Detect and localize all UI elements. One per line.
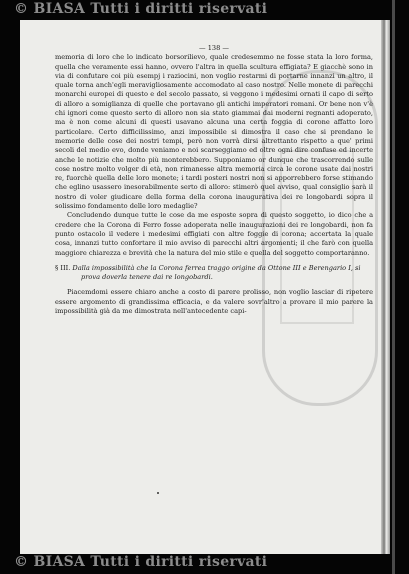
paragraph-1: memoria di loro che lo indicato borsorilievo, quale credesemmo ne fosse stata la loro forma, quella che veramente essi hanno, ovvero l'altra in quella scultura effigiata? E giacchè sono in via di confutare coi più esempj i raziocini, non voglio restarmi di portarne innanzi un altro, il quale torna anch'egli meravigliosamente accomodato al caso nostro. Nelle monete di parecchi monarchi europei di questo e del secolo passato, si veggono i medesimi ornati il capo di serto di alloro a somiglianza di quelle che portavano gli antichi imperatori romani. Or bene non v'è chi ignori come questo serto di alloro non sia stato giammai dai moderni regnanti adoperato, ma è non come alcuni di questi usavano alcuna una certa foggia di corone affatto loro particolare. Certo difficilissimo, anzi impossibile si dimostra il caso che si prendano le memorie delle cose dei nostri tempi, però non vorrà dirsi altrettanto rispetto a que' primi secoli del medio evo, donde veniamo e noi scarseggiamo ed oltre ogni dire confuse ed incerte anche le notizie che molto più monterebbero. Supponiamo or dunque che trascorrendo sulle cose nostre molto volger di età, non rimanesse altra memoria circa le corone usate dai nostri re, fuorchè quella delle loro monete; i tardi posteri nostri non si apporrebbero forse stimando che eglino usassero inesorabilmente serto di alloro: stimerò quel avviso, qual consiglio sarà il nostro di voler giudicare della forma della corona inaugurativa dei re longobardi sopra il solissimo fondamento delle loro medaglie? bbox=[55, 53, 373, 211]
watermark-bottom: © BIASA Tutti i diritti riservati bbox=[14, 554, 268, 570]
book-spine-line bbox=[392, 0, 395, 574]
section-title: Dalla impossibilità che la Corona ferrea traggo origine da Ottone III e Berengario I, si prova doverla tenere dai re longobardi. bbox=[72, 263, 361, 282]
page-text-column bbox=[55, 44, 373, 316]
paragraph-closing: Piacemdomi essere chiaro anche a costo di parere prolisso, non voglio lasciar di ripetere essere argomento di grandissima efficacia, e da valere sovr'altro a provare il mio parere la impossibilità già da me dimostrata nell'antecedente capi- bbox=[55, 288, 373, 316]
watermark-top: © BIASA Tutti i diritti riservati bbox=[14, 1, 268, 17]
section-heading bbox=[55, 264, 373, 283]
ink-speck bbox=[157, 492, 159, 494]
page-edge bbox=[381, 20, 390, 554]
page-number: — 138 — bbox=[199, 44, 229, 52]
paragraph-2: Concludendo dunque tutte le cose da me esposte sopra di questo soggetto, io dico che a credere che la Corona di Ferro fosse adoperata nelle inaugurazioni dei re longobardi, non fa punto ostacolo il vedere i medesimi effigiati con altre foggie di corona; accertata la quale cosa, innanzi tutto confortare il mio avviso di parecchi altri argomenti; il che farò con quella maggiore chiarezza e brevità che la natura del mio stile e quella del soggetto comportaranno. bbox=[55, 211, 373, 257]
section-number: § III. bbox=[55, 263, 71, 272]
